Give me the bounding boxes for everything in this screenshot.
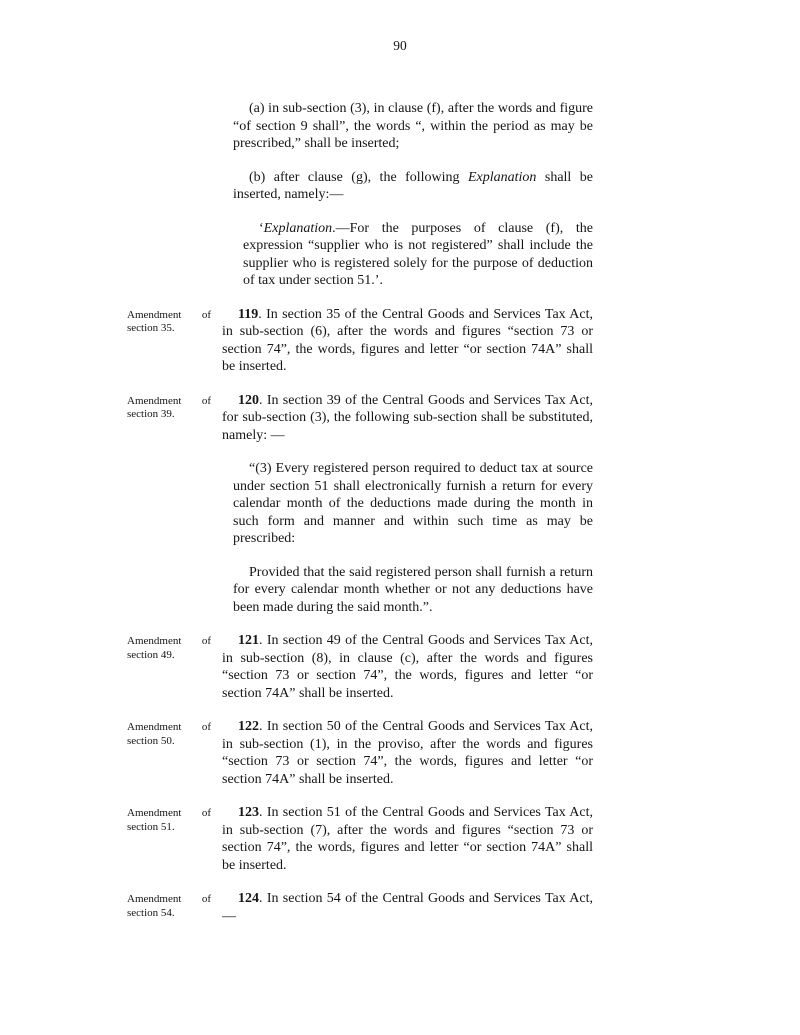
text-run: .—For the purposes of clause (f), the expression “supplier who is not registered” shall include the supplier who is registered solely for the purpose of deduction of tax under section 51.’.	[243, 220, 593, 288]
text-run: . In section 50 of the Central Goods and Services Tax Act, in sub-section (1), in the proviso, after the words and figures “section 73 or section 74”, the words, figures and letter “or section 74A” shall be inserted.	[222, 719, 593, 787]
section-number: 120	[238, 392, 259, 408]
section-number: 121	[238, 633, 259, 648]
page-number: 90	[393, 38, 407, 53]
section-124-margin-note: Amendment of section 54.	[127, 893, 211, 919]
italic-term: Explanation	[468, 169, 537, 185]
clause-b-paragraph	[233, 169, 593, 204]
section-122-paragraph	[127, 718, 593, 788]
clause-a-paragraph	[233, 100, 593, 153]
section-120-margin-note: Amendment of section 39.	[127, 394, 211, 420]
italic-term: Explanation	[263, 220, 333, 236]
text-run: (a) in sub-section (3), in clause (f), after the words and figure “of section 9 shall”, the words “, within the period as may be prescribed,” shall be inserted;	[233, 101, 593, 151]
section-number: 124	[238, 891, 259, 906]
proviso-paragraph	[233, 564, 593, 617]
subsection-3-quote-paragraph	[233, 460, 593, 548]
text-run: . In section 51 of the Central Goods and Services Tax Act, in sub-section (7), after the words and figures “section 73 or section 74”, the words, figures and letter “or section 74A” shall be inserted.	[222, 805, 593, 873]
explanation-paragraph	[243, 220, 593, 290]
section-number: 119	[238, 306, 259, 322]
section-number: 122	[238, 719, 259, 734]
section-123-margin-note: Amendment of section 51.	[127, 807, 211, 833]
text-run: . In section 54 of the Central Goods and Services Tax Act,—	[222, 891, 593, 924]
section-120-paragraph	[127, 392, 593, 445]
text-run: (b) after clause (g), the following	[249, 169, 468, 185]
section-121-paragraph	[127, 632, 593, 702]
text-run: ‘	[259, 220, 264, 236]
text-run: . In section 35 of the Central Goods and Services Tax Act, in sub-section (6), after the words and figures “section 73 or section 74”, the words, figures and letter “or section 74A” shall be inserted.	[222, 306, 593, 374]
document-body	[127, 100, 593, 925]
text-run: Provided that the said registered person shall furnish a return for every calendar month whether or not any deductions have been made during the said month.”.	[233, 564, 593, 615]
text-run: shall be inserted, namely:—	[233, 169, 593, 202]
text-run: . In section 49 of the Central Goods and Services Tax Act, in sub-section (8), in clause (c), after the words and figures “section 73 or section 74”, the words, figures and letter “or section 74A” shall be inserted.	[222, 633, 593, 701]
section-124-paragraph	[127, 890, 593, 925]
section-119-margin-note: Amendment of section 35.	[127, 308, 211, 334]
section-123-paragraph	[127, 804, 593, 874]
text-run: . In section 39 of the Central Goods and Services Tax Act, for sub-section (3), the following sub-section shall be substituted, namely: —	[222, 392, 593, 443]
section-122-margin-note: Amendment of section 50.	[127, 721, 211, 747]
section-number: 123	[238, 805, 259, 820]
section-119-paragraph	[127, 306, 593, 376]
text-run: “(3) Every registered person required to deduct tax at source under section 51 shall electronically furnish a return for every calendar month of the deductions made during the month in such form and manner and within such time as may be prescribed:	[233, 461, 593, 546]
section-121-margin-note: Amendment of section 49.	[127, 635, 211, 661]
